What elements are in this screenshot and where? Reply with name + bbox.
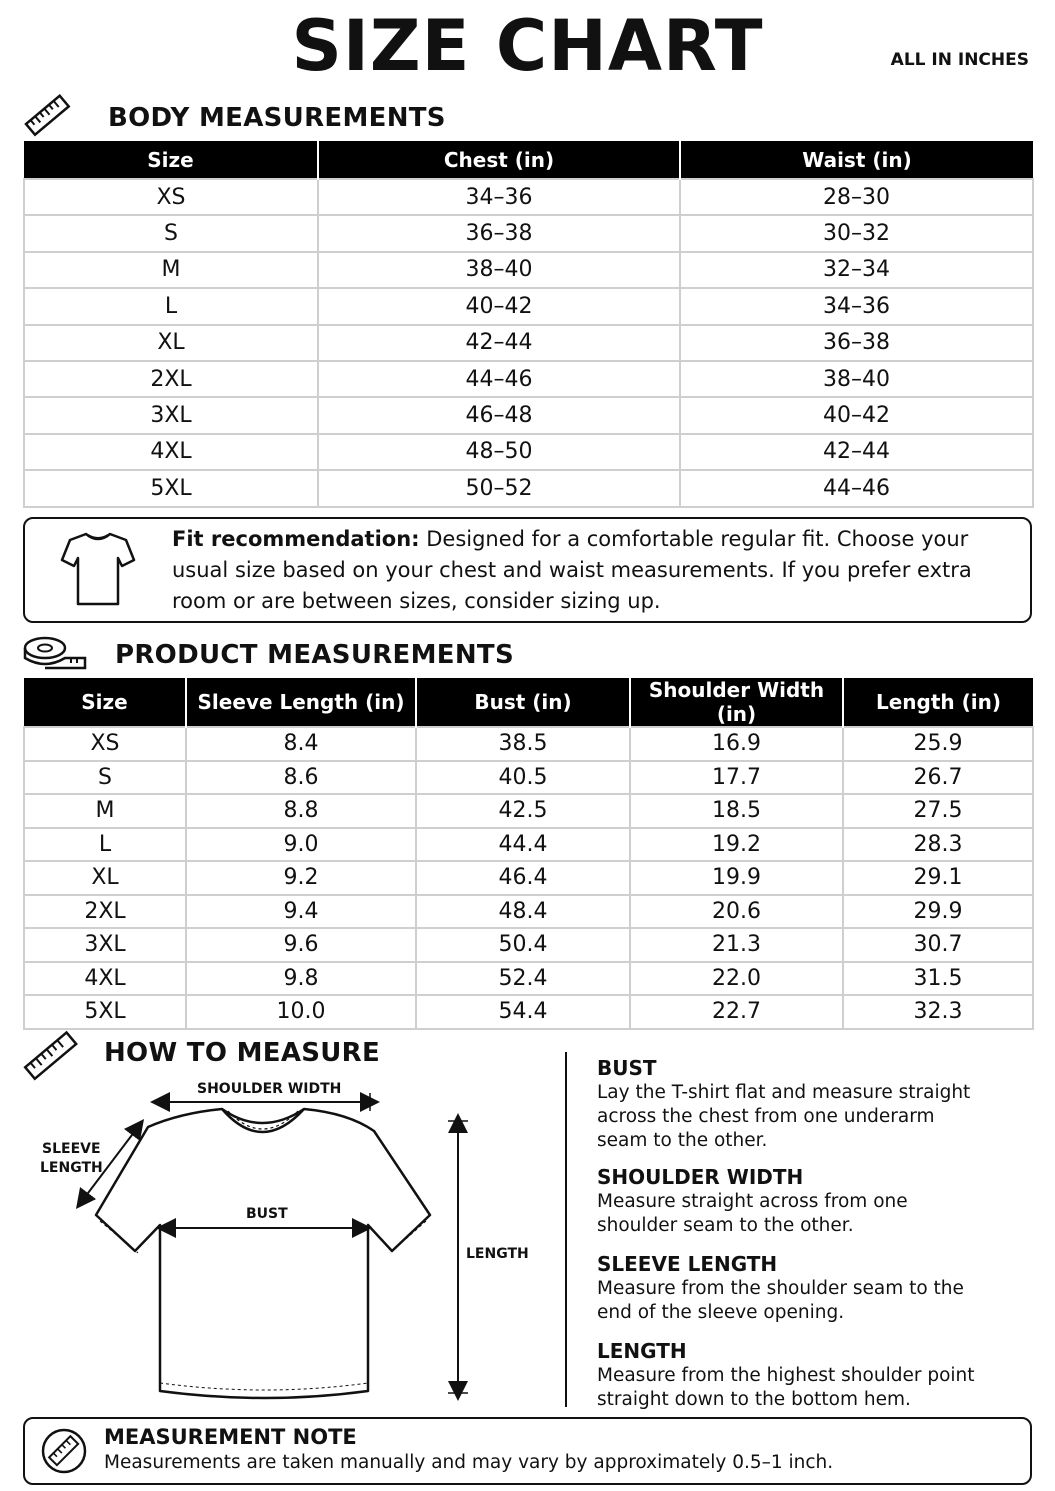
product-measurements-title: PRODUCT MEASUREMENTS xyxy=(115,640,514,670)
table-cell: 8.4 xyxy=(186,727,416,761)
length-label: LENGTH xyxy=(466,1246,529,1262)
table-cell: 16.9 xyxy=(630,727,843,761)
bust-heading: BUST xyxy=(597,1056,657,1080)
table-cell: XS xyxy=(24,179,318,215)
table-cell: 29.9 xyxy=(843,895,1033,929)
table-cell: 44.4 xyxy=(416,828,630,862)
table-cell: 40.5 xyxy=(416,761,630,795)
product-measurements-table xyxy=(23,678,1034,1030)
length-heading: LENGTH xyxy=(597,1339,687,1363)
table-row xyxy=(24,928,1033,962)
table-cell: 42.5 xyxy=(416,794,630,828)
table-cell: 9.4 xyxy=(186,895,416,929)
table-row xyxy=(24,215,1033,251)
table-cell: M xyxy=(24,252,318,288)
table-cell: 9.8 xyxy=(186,962,416,996)
unit-note: ALL IN INCHES xyxy=(890,50,1029,70)
table-cell: S xyxy=(24,215,318,251)
table-row xyxy=(24,995,1033,1029)
sleeve-length-label-line2: LENGTH xyxy=(40,1160,103,1176)
divider xyxy=(565,1052,567,1407)
table-cell: XL xyxy=(24,325,318,361)
table-cell: 32.3 xyxy=(843,995,1033,1029)
table-cell: 50–52 xyxy=(318,470,680,506)
table-row xyxy=(24,179,1033,215)
table-cell: 38–40 xyxy=(318,252,680,288)
body-measurements-table xyxy=(23,141,1034,508)
fit-description: Designed for a comfortable regular fit. Choose your usual size based on your chest and waist measurements. If you prefer extra room or are between sizes, consider sizing up. xyxy=(172,527,972,613)
table-cell: 32–34 xyxy=(680,252,1033,288)
table-cell: 5XL xyxy=(24,470,318,506)
table-cell: 22.7 xyxy=(630,995,843,1029)
table-cell: 38–40 xyxy=(680,361,1033,397)
shoulder-width-label: SHOULDER WIDTH xyxy=(197,1081,342,1097)
table-cell: 34–36 xyxy=(318,179,680,215)
table-row xyxy=(24,325,1033,361)
table-cell: XL xyxy=(24,861,186,895)
table-cell: 30.7 xyxy=(843,928,1033,962)
table-row xyxy=(24,727,1033,761)
table-cell: 8.6 xyxy=(186,761,416,795)
table-cell: 4XL xyxy=(24,434,318,470)
length-instructions: Measure from the highest shoulder point straight down to the bottom hem. xyxy=(597,1365,975,1410)
table-cell: 21.3 xyxy=(630,928,843,962)
column-header: Shoulder Width (in) xyxy=(630,678,843,727)
table-cell: 5XL xyxy=(24,995,186,1029)
table-cell: 9.0 xyxy=(186,828,416,862)
table-cell: 17.7 xyxy=(630,761,843,795)
table-cell: 8.8 xyxy=(186,794,416,828)
table-cell: 28–30 xyxy=(680,179,1033,215)
table-row xyxy=(24,794,1033,828)
table-cell: 2XL xyxy=(24,895,186,929)
table-row xyxy=(24,761,1033,795)
table-row xyxy=(24,470,1033,506)
page-title: SIZE CHART xyxy=(291,5,764,87)
table-header-row xyxy=(24,678,1033,727)
table-cell: M xyxy=(24,794,186,828)
bust-instructions: Lay the T-shirt flat and measure straight across the chest from one underarm seam to the other. xyxy=(597,1082,971,1151)
table-cell: 26.7 xyxy=(843,761,1033,795)
table-cell: L xyxy=(24,828,186,862)
table-cell: 10.0 xyxy=(186,995,416,1029)
sleeve-length-label-line1: SLEEVE xyxy=(42,1141,101,1157)
table-cell: 20.6 xyxy=(630,895,843,929)
measurement-note-text: Measurements are taken manually and may vary by approximately 0.5–1 inch. xyxy=(104,1452,834,1473)
fit-recommendation-text xyxy=(172,524,972,617)
column-header: Waist (in) xyxy=(680,141,1033,179)
table-cell: 42–44 xyxy=(318,325,680,361)
table-cell: 31.5 xyxy=(843,962,1033,996)
table-cell: 25.9 xyxy=(843,727,1033,761)
table-row xyxy=(24,828,1033,862)
table-cell: 50.4 xyxy=(416,928,630,962)
table-row xyxy=(24,962,1033,996)
table-cell: 40–42 xyxy=(680,397,1033,433)
column-header: Sleeve Length (in) xyxy=(186,678,416,727)
table-row xyxy=(24,895,1033,929)
table-row xyxy=(24,397,1033,433)
table-row xyxy=(24,861,1033,895)
shoulder-width-heading: SHOULDER WIDTH xyxy=(597,1165,804,1189)
table-cell: S xyxy=(24,761,186,795)
table-cell: 54.4 xyxy=(416,995,630,1029)
table-cell: 52.4 xyxy=(416,962,630,996)
ruler-circle-icon xyxy=(40,1427,88,1475)
body-measurements-title: BODY MEASUREMENTS xyxy=(108,103,446,133)
table-cell: 9.6 xyxy=(186,928,416,962)
column-header: Bust (in) xyxy=(416,678,630,727)
measurement-note-title: MEASUREMENT NOTE xyxy=(104,1425,357,1449)
table-cell: 36–38 xyxy=(318,215,680,251)
table-cell: 19.9 xyxy=(630,861,843,895)
how-to-measure-title: HOW TO MEASURE xyxy=(104,1038,381,1068)
tshirt-measurement-diagram xyxy=(30,1075,550,1410)
fit-label: Fit recommendation: xyxy=(172,527,420,551)
table-row xyxy=(24,434,1033,470)
table-cell: 46.4 xyxy=(416,861,630,895)
table-cell: 9.2 xyxy=(186,861,416,895)
table-row xyxy=(24,361,1033,397)
table-cell: 40–42 xyxy=(318,288,680,324)
table-cell: 36–38 xyxy=(680,325,1033,361)
table-cell: 30–32 xyxy=(680,215,1033,251)
table-cell: XS xyxy=(24,727,186,761)
table-cell: 46–48 xyxy=(318,397,680,433)
table-cell: 48–50 xyxy=(318,434,680,470)
table-cell: 2XL xyxy=(24,361,318,397)
tape-measure-icon xyxy=(23,634,87,672)
sleeve-length-heading: SLEEVE LENGTH xyxy=(597,1252,778,1276)
table-cell: 19.2 xyxy=(630,828,843,862)
tshirt-icon xyxy=(60,530,136,608)
column-header: Size xyxy=(24,141,318,179)
ruler-icon xyxy=(24,94,72,138)
table-cell: 18.5 xyxy=(630,794,843,828)
table-cell: 38.5 xyxy=(416,727,630,761)
table-cell: 44–46 xyxy=(318,361,680,397)
table-cell: 22.0 xyxy=(630,962,843,996)
table-cell: 28.3 xyxy=(843,828,1033,862)
bust-label: BUST xyxy=(246,1206,288,1222)
table-row xyxy=(24,288,1033,324)
table-cell: 44–46 xyxy=(680,470,1033,506)
shoulder-width-instructions: Measure straight across from one shoulder seam to the other. xyxy=(597,1191,908,1236)
table-cell: 34–36 xyxy=(680,288,1033,324)
table-cell: 4XL xyxy=(24,962,186,996)
column-header: Chest (in) xyxy=(318,141,680,179)
table-cell: 29.1 xyxy=(843,861,1033,895)
column-header: Size xyxy=(24,678,186,727)
table-header-row xyxy=(24,141,1033,179)
table-cell: 3XL xyxy=(24,397,318,433)
table-cell: 3XL xyxy=(24,928,186,962)
table-cell: L xyxy=(24,288,318,324)
column-header: Length (in) xyxy=(843,678,1033,727)
table-cell: 48.4 xyxy=(416,895,630,929)
sleeve-length-instructions: Measure from the shoulder seam to the end of the sleeve opening. xyxy=(597,1278,964,1323)
table-cell: 27.5 xyxy=(843,794,1033,828)
table-row xyxy=(24,252,1033,288)
table-cell: 42–44 xyxy=(680,434,1033,470)
